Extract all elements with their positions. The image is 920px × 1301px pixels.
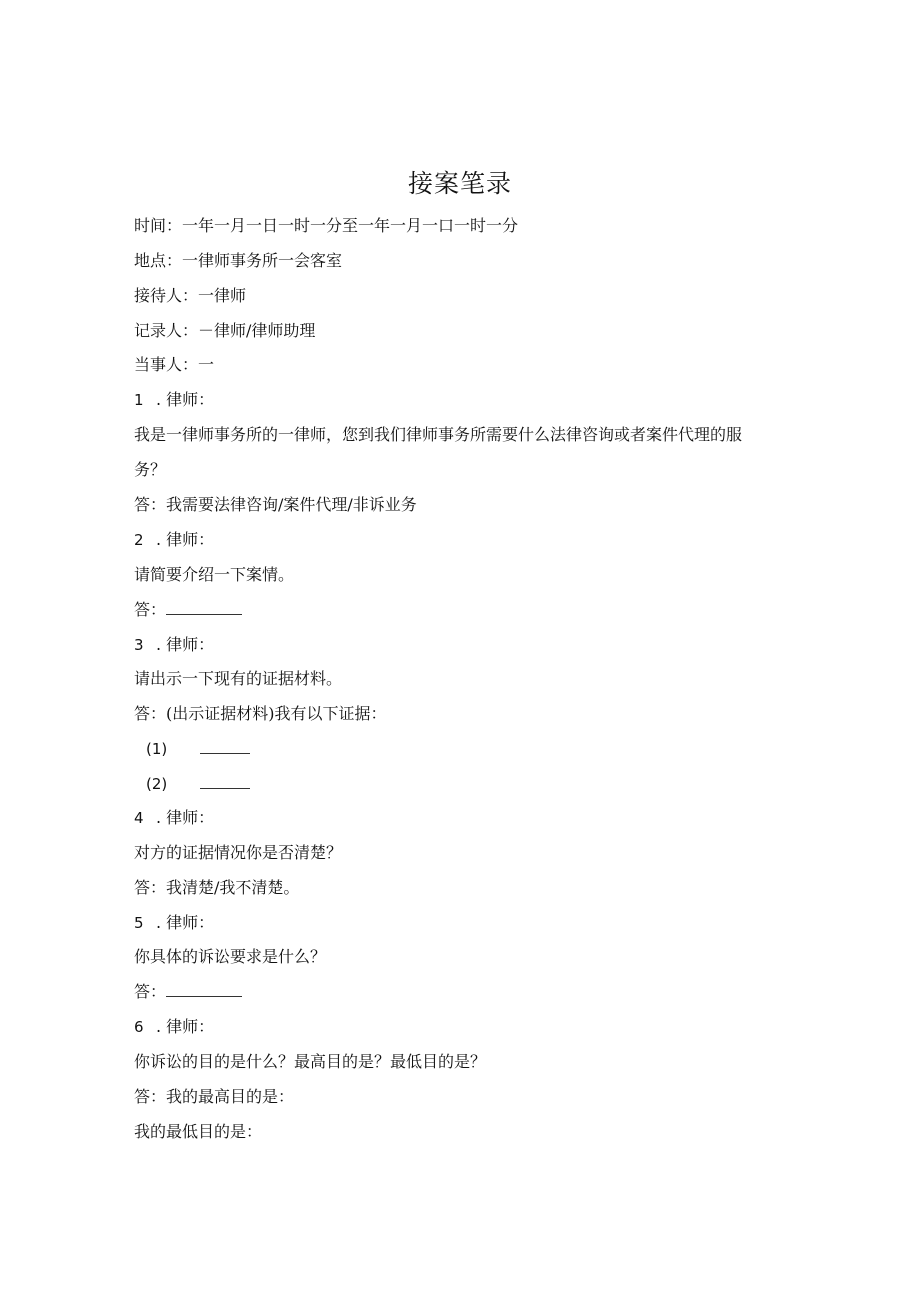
answer-2 bbox=[134, 599, 242, 621]
question-label: . 律师： bbox=[156, 530, 215, 549]
place-line: 地点：一律师事务所一会客室 bbox=[134, 251, 343, 270]
question-3-heading bbox=[134, 634, 214, 656]
evidence-item-1 bbox=[146, 738, 250, 760]
party-line: 当事人：一 bbox=[134, 355, 215, 374]
question-6-heading bbox=[134, 1016, 214, 1038]
evidence-item-2 bbox=[146, 773, 250, 795]
answer-prefix: 答： bbox=[134, 982, 167, 1001]
question-2-text: 请简要介绍一下案情。 bbox=[134, 565, 295, 584]
question-4-heading bbox=[134, 807, 214, 829]
recorder-line: 记录人：－律师/律师助理 bbox=[134, 321, 316, 340]
evidence-item-label: (1) bbox=[146, 740, 168, 758]
answer-prefix: 答： bbox=[134, 600, 167, 619]
question-number: 3 bbox=[134, 636, 144, 654]
receiver-line: 接待人：一律师 bbox=[134, 286, 247, 305]
answer-3: 答：(出示证据材料)我有以下证据： bbox=[134, 704, 387, 723]
evidence-item-label: (2) bbox=[146, 775, 168, 793]
question-4-text: 对方的证据情况你是否清楚？ bbox=[134, 843, 343, 862]
question-label: . 律师： bbox=[156, 1017, 215, 1036]
question-number: 4 bbox=[134, 809, 144, 827]
question-1-heading bbox=[134, 389, 214, 411]
question-number: 5 bbox=[134, 914, 144, 932]
question-label: . 律师： bbox=[156, 390, 215, 409]
question-6-text: 你诉讼的目的是什么？最高目的是？最低目的是？ bbox=[134, 1052, 487, 1071]
question-label: . 律师： bbox=[156, 913, 215, 932]
question-1-text-line1: 我是一律师事务所的一律师，您到我们律师事务所需要什么法律咨询或者案件代理的服 bbox=[134, 425, 743, 444]
answer-6-low: 我的最低目的是： bbox=[134, 1122, 263, 1141]
time-line: 时间：一年一月一日一时一分至一年一月一口一时一分 bbox=[134, 216, 519, 235]
question-5-text: 你具体的诉讼要求是什么？ bbox=[134, 947, 327, 966]
answer-1: 答：我需要法律咨询/案件代理/非诉业务 bbox=[134, 495, 417, 514]
question-2-heading bbox=[134, 529, 214, 551]
evidence-blank[interactable] bbox=[200, 776, 250, 789]
question-1-text-line2: 务？ bbox=[134, 460, 167, 479]
question-label: . 律师： bbox=[156, 808, 215, 827]
answer-4: 答：我清楚/我不清楚。 bbox=[134, 878, 300, 897]
question-number: 1 bbox=[134, 391, 144, 409]
evidence-blank[interactable] bbox=[200, 741, 250, 754]
document-title: 接案笔录 bbox=[407, 169, 512, 198]
answer-blank[interactable] bbox=[166, 984, 242, 997]
answer-6-high: 答：我的最高目的是： bbox=[134, 1087, 295, 1106]
question-label: . 律师： bbox=[156, 635, 215, 654]
question-3-text: 请出示一下现有的证据材料。 bbox=[134, 669, 343, 688]
answer-blank[interactable] bbox=[166, 602, 242, 615]
answer-5 bbox=[134, 981, 242, 1003]
question-5-heading bbox=[134, 912, 214, 934]
question-number: 6 bbox=[134, 1018, 144, 1036]
question-number: 2 bbox=[134, 531, 144, 549]
